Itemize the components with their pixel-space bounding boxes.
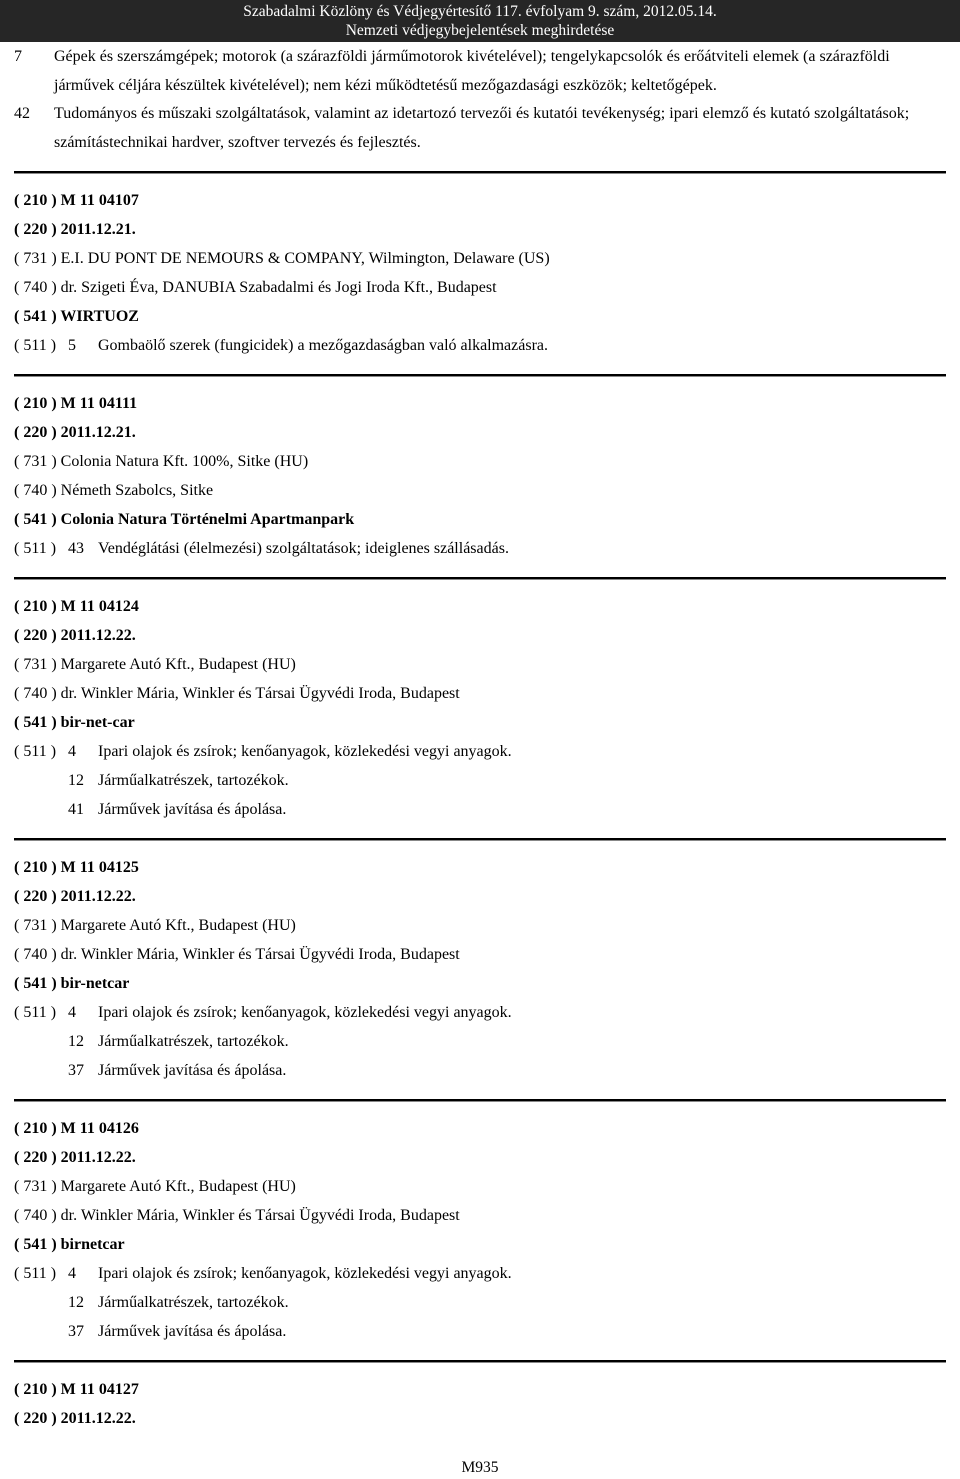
field-541: ( 541 ) bir-net-car <box>14 714 135 731</box>
field-210: ( 210 ) M 11 04125 <box>14 859 139 876</box>
class-description: Járművek javítása és ápolása. <box>98 1323 287 1340</box>
field-541: ( 541 ) bir-netcar <box>14 975 130 992</box>
class-row <box>14 795 946 824</box>
field-740: ( 740 ) dr. Winkler Mária, Winkler és Társai Ügyvédi Iroda, Budapest <box>14 946 460 963</box>
class-description: Gépek és szerszámgépek; motorok (a szárazföldi járműmotorok kivételével); tengelykapcsolók és erőátviteli elemek (a szárazföldi járművek céljára készültek kivételével); nem kézi működtetésű mezőgazdasági eszközök; keltetőgépek. <box>54 48 890 94</box>
field-511 <box>14 331 946 360</box>
page-header <box>0 0 960 42</box>
class-row <box>14 766 946 795</box>
field-511-label: ( 511 ) <box>14 1004 57 1021</box>
entry-separator <box>14 1346 946 1375</box>
class-description: Gombaölő szerek (fungicidek) a mezőgazdaságban való alkalmazásra. <box>98 337 549 354</box>
page-number: M935 <box>461 1459 499 1476</box>
field-731: ( 731 ) Margarete Autó Kft., Budapest (HU) <box>14 656 296 673</box>
class-row <box>14 1288 946 1317</box>
field-210: ( 210 ) M 11 04111 <box>14 395 138 412</box>
field-210: ( 210 ) M 11 04126 <box>14 1120 139 1137</box>
field-511-label: ( 511 ) <box>14 337 57 354</box>
field-731: ( 731 ) Margarete Autó Kft., Budapest (HU) <box>14 1178 296 1195</box>
field-220: ( 220 ) 2011.12.21. <box>14 221 136 238</box>
field-511 <box>14 534 946 563</box>
class-number: 37 <box>68 1323 84 1340</box>
field-210: ( 210 ) M 11 04124 <box>14 598 139 615</box>
class-number: 42 <box>14 105 30 122</box>
field-740: ( 740 ) dr. Winkler Mária, Winkler és Társai Ügyvédi Iroda, Budapest <box>14 685 460 702</box>
field-731: ( 731 ) E.I. DU PONT DE NEMOURS & COMPANY, Wilmington, Delaware (US) <box>14 250 550 267</box>
class-description: Ipari olajok és zsírok; kenőanyagok, közlekedési vegyi anyagok. <box>98 743 512 760</box>
field-511-label: ( 511 ) <box>14 1265 57 1282</box>
entry-separator <box>14 157 946 186</box>
class-description: Járműalkatrészek, tartozékok. <box>98 1294 289 1311</box>
field-511 <box>14 998 946 1027</box>
class-description: Járművek javítása és ápolása. <box>98 801 287 818</box>
class-row <box>14 1027 946 1056</box>
field-731: ( 731 ) Colonia Natura Kft. 100%, Sitke (HU) <box>14 453 309 470</box>
journal-title: Szabadalmi Közlöny és Védjegyértesítő 117. évfolyam 9. szám, 2012.05.14. <box>243 3 717 20</box>
entries-list <box>14 157 946 1346</box>
entry-separator <box>14 1085 946 1114</box>
class-description: Járművek javítása és ápolása. <box>98 1062 287 1079</box>
class-number: 37 <box>68 1062 84 1079</box>
class-description: Ipari olajok és zsírok; kenőanyagok, közlekedési vegyi anyagok. <box>98 1004 512 1021</box>
class-number: 12 <box>68 1294 84 1311</box>
class-description: Járműalkatrészek, tartozékok. <box>98 772 289 789</box>
field-740: ( 740 ) Németh Szabolcs, Sitke <box>14 482 214 499</box>
entry-separator <box>14 824 946 853</box>
field-210: ( 210 ) M 11 04107 <box>14 192 139 209</box>
class-number: 4 <box>68 743 76 760</box>
field-220: ( 220 ) 2011.12.22. <box>14 627 136 644</box>
class-description: Tudományos és műszaki szolgáltatások, valamint az idetartozó tervezői és kutatói tevékenység; ipari elemző és kutató szolgáltatások; számítástechnikai hardver, szoftver tervezés és fejlesztés. <box>54 105 910 151</box>
field-511-label: ( 511 ) <box>14 743 57 760</box>
field-511 <box>14 737 946 766</box>
class-number: 4 <box>68 1004 76 1021</box>
class-row <box>14 1317 946 1346</box>
field-511 <box>14 1259 946 1288</box>
class-number: 43 <box>68 540 84 557</box>
document-body <box>14 43 946 1433</box>
field-220: ( 220 ) 2011.12.22. <box>14 1149 136 1166</box>
field-220: ( 220 ) 2011.12.22. <box>14 1410 136 1427</box>
class-paragraph <box>14 100 946 157</box>
class-description: Járműalkatrészek, tartozékok. <box>98 1033 289 1050</box>
class-description: Vendéglátási (élelmezési) szolgáltatások; ideiglenes szállásadás. <box>98 540 509 557</box>
class-number: 12 <box>68 772 84 789</box>
field-220: ( 220 ) 2011.12.22. <box>14 888 136 905</box>
field-740: ( 740 ) dr. Winkler Mária, Winkler és Társai Ügyvédi Iroda, Budapest <box>14 1207 460 1224</box>
field-220: ( 220 ) 2011.12.21. <box>14 424 136 441</box>
class-number: 41 <box>68 801 84 818</box>
entry-separator <box>14 360 946 389</box>
section-title: Nemzeti védjegybejelentések meghirdetése <box>345 22 615 39</box>
field-541: ( 541 ) WIRTUOZ <box>14 308 139 325</box>
class-number: 7 <box>14 48 22 65</box>
class-number: 5 <box>68 337 76 354</box>
entry-separator <box>14 563 946 592</box>
field-210: ( 210 ) M 11 04127 <box>14 1381 139 1398</box>
field-511-label: ( 511 ) <box>14 540 57 557</box>
class-number: 4 <box>68 1265 76 1282</box>
class-paragraph <box>14 43 946 100</box>
field-740: ( 740 ) dr. Szigeti Éva, DANUBIA Szabadalmi és Jogi Iroda Kft., Budapest <box>14 279 497 296</box>
field-541: ( 541 ) Colonia Natura Történelmi Apartmanpark <box>14 511 355 528</box>
class-description: Ipari olajok és zsírok; kenőanyagok, közlekedési vegyi anyagok. <box>98 1265 512 1282</box>
field-731: ( 731 ) Margarete Autó Kft., Budapest (HU) <box>14 917 296 934</box>
class-row <box>14 1056 946 1085</box>
class-number: 12 <box>68 1033 84 1050</box>
field-541: ( 541 ) birnetcar <box>14 1236 125 1253</box>
